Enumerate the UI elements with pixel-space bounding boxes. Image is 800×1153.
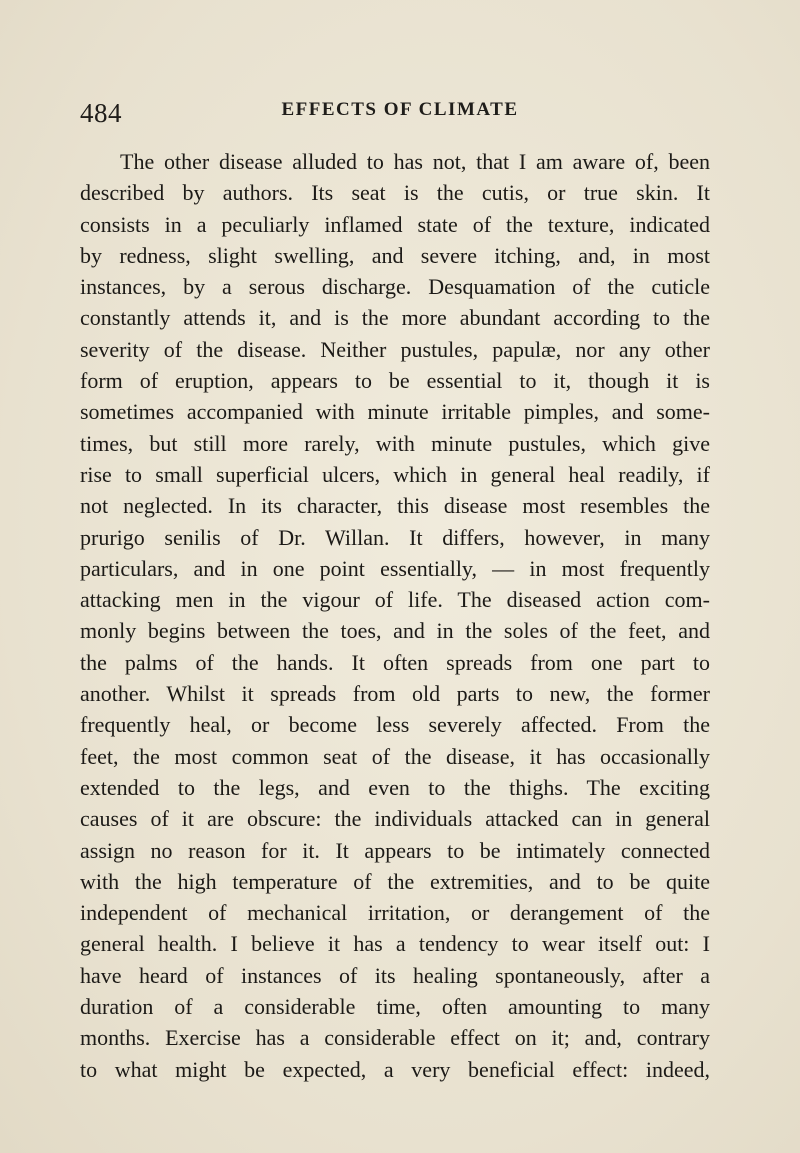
page-number: 484 [80,98,122,128]
text-line: independent of mechanical irritation, or derangement of the [80,900,710,926]
text-line: months. Exercise has a considerable effect on it; and, contrary [80,1025,710,1051]
text-line: rise to small superficial ulcers, which in general heal readily, if [80,461,710,487]
text-line: duration of a considerable time, often amounting to many [80,994,710,1020]
text-line: assign no reason for it. It appears to be intimately connected [80,837,710,863]
text-line: severity of the disease. Neither pustules, papulæ, nor any other [80,336,710,362]
text-line: not neglected. In its character, this disease most resembles the [80,493,710,519]
text-line: to what might be expected, a very beneficial effect: indeed, [80,1056,710,1082]
text-line: have heard of instances of its healing spontaneously, after a [80,962,710,988]
text-line: attacking men in the vigour of life. The diseased action com- [80,587,710,613]
text-line: particulars, and in one point essentially, — in most frequently [80,555,710,581]
text-line: general health. I believe it has a tendency to wear itself out: I [80,931,710,957]
text-line: frequently heal, or become less severely affected. From the [80,712,710,738]
text-line: sometimes accompanied with minute irritable pimples, and some- [80,399,710,425]
text-line: form of eruption, appears to be essential to it, though it is [80,368,710,394]
text-line: described by authors. Its seat is the cutis, or true skin. It [80,180,710,206]
body-text [80,146,710,1085]
text-line: times, but still more rarely, with minute pustules, which give [80,430,710,456]
text-line: by redness, slight swelling, and severe itching, and, in most [80,242,710,268]
text-line: feet, the most common seat of the disease, it has occasionally [80,743,710,769]
text-line: causes of it are obscure: the individuals attacked can in general [80,806,710,832]
running-title: EFFECTS OF CLIMATE [281,99,519,120]
text-line: another. Whilst it spreads from old parts to new, the former [80,681,710,707]
text-line: consists in a peculiarly inflamed state of the texture, indicated [80,211,710,237]
text-line: constantly attends it, and is the more abundant according to the [80,305,710,331]
text-line: extended to the legs, and even to the thighs. The exciting [80,774,710,800]
text-line: with the high temperature of the extremities, and to be quite [80,868,710,894]
text-line: instances, by a serous discharge. Desquamation of the cuticle [80,274,710,300]
text-line: The other disease alluded to has not, that I am aware of, been [120,149,710,174]
text-line: monly begins between the toes, and in the soles of the feet, and [80,618,710,644]
text-line: prurigo senilis of Dr. Willan. It differs, however, in many [80,524,710,550]
text-line: the palms of the hands. It often spreads from one part to [80,649,710,675]
